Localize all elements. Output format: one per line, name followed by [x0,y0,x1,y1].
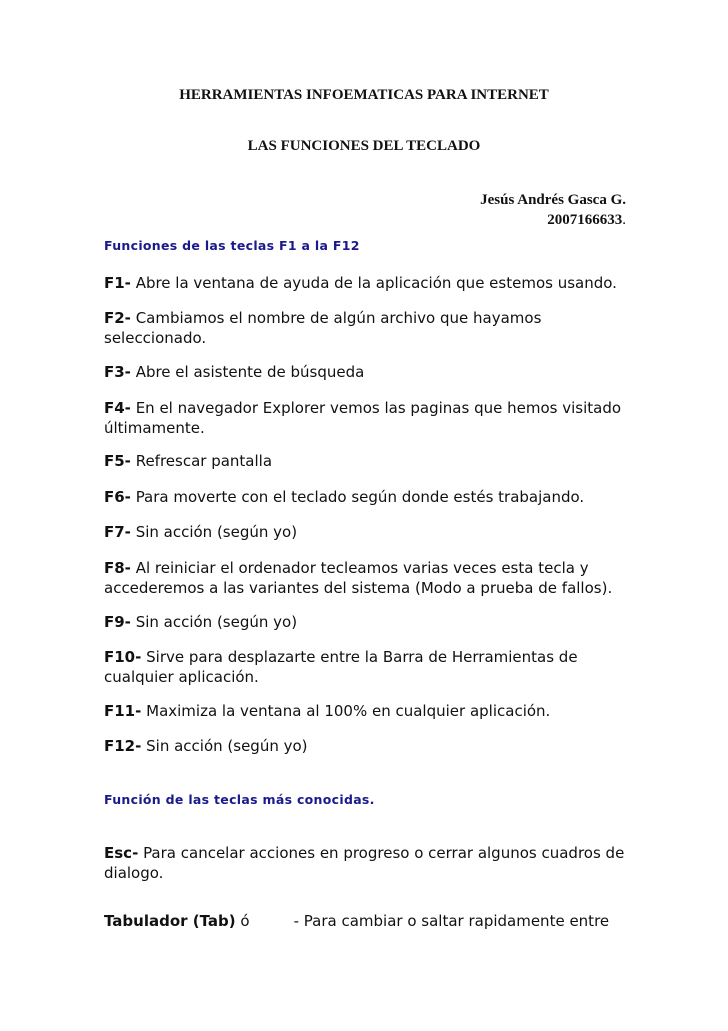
key-label: F9- [104,613,131,631]
key-label: Tabulador (Tab) [104,912,236,930]
key-description: Sin acción (según yo) [130,523,298,541]
list-item [104,701,634,721]
key-connector: ó [235,912,250,930]
key-label: F10- [104,648,142,666]
list-item [104,612,634,632]
section-heading-common-keys: Función de las teclas más conocidas. [104,792,375,807]
list-item [104,398,634,438]
list-item [104,522,634,542]
document-subtitle: LAS FUNCIONES DEL TECLADO [247,138,481,154]
section-heading-f-keys: Funciones de las teclas F1 a la F12 [104,238,360,253]
student-id-line [480,210,626,230]
student-id-suffix: . [622,212,626,228]
key-description: Sin acción (según yo) [141,737,308,755]
list-item [104,273,634,293]
list-item [104,362,634,382]
list-item [104,308,634,348]
key-label: F7- [104,523,131,541]
list-item [104,487,634,507]
list-item [104,736,634,756]
list-item [104,843,634,883]
key-label: F6- [104,488,131,506]
key-description: Sin acción (según yo) [130,613,298,631]
key-description: Refrescar pantalla [130,452,273,470]
key-description: Maximiza la ventana al 100% en cualquier aplicación. [141,702,551,720]
list-item [104,647,634,687]
key-description: Para moverte con el teclado según donde estés trabajando. [130,488,585,506]
key-label: F3- [104,363,131,381]
key-description: En el navegador Explorer vemos las paginas que hemos visitado últimamente. [104,399,622,437]
key-label: F8- [104,559,131,577]
list-item [104,558,634,598]
key-description: Sirve para desplazarte entre la Barra de Herramientas de cualquier aplicación. [104,648,578,686]
key-label: F2- [104,309,131,327]
key-description: Para cancelar acciones en progreso o cerrar algunos cuadros de dialogo. [104,844,625,882]
key-label: Esc- [104,844,139,862]
author-block [480,190,626,230]
key-description: Abre el asistente de búsqueda [130,363,365,381]
author-name: Jesús Andrés Gasca G. [480,192,626,208]
key-label: F1- [104,274,131,292]
key-label: F12- [104,737,142,755]
key-description: Al reiniciar el ordenador tecleamos varias veces esta tecla y accederemos a las variantes del sistema (Modo a prueba de fallos). [104,559,613,597]
student-id: 2007166633 [547,212,623,228]
list-item [104,911,634,931]
key-label: F4- [104,399,131,417]
document-title: HERRAMIENTAS INFOEMATICAS PARA INTERNET [179,87,549,103]
key-description: Cambiamos el nombre de algún archivo que hayamos seleccionado. [104,309,542,347]
list-item [104,451,634,471]
key-label: F5- [104,452,131,470]
key-description: - Para cambiar o saltar rapidamente entre [293,912,610,930]
key-label: F11- [104,702,142,720]
key-description: Abre la ventana de ayuda de la aplicación que estemos usando. [130,274,617,292]
